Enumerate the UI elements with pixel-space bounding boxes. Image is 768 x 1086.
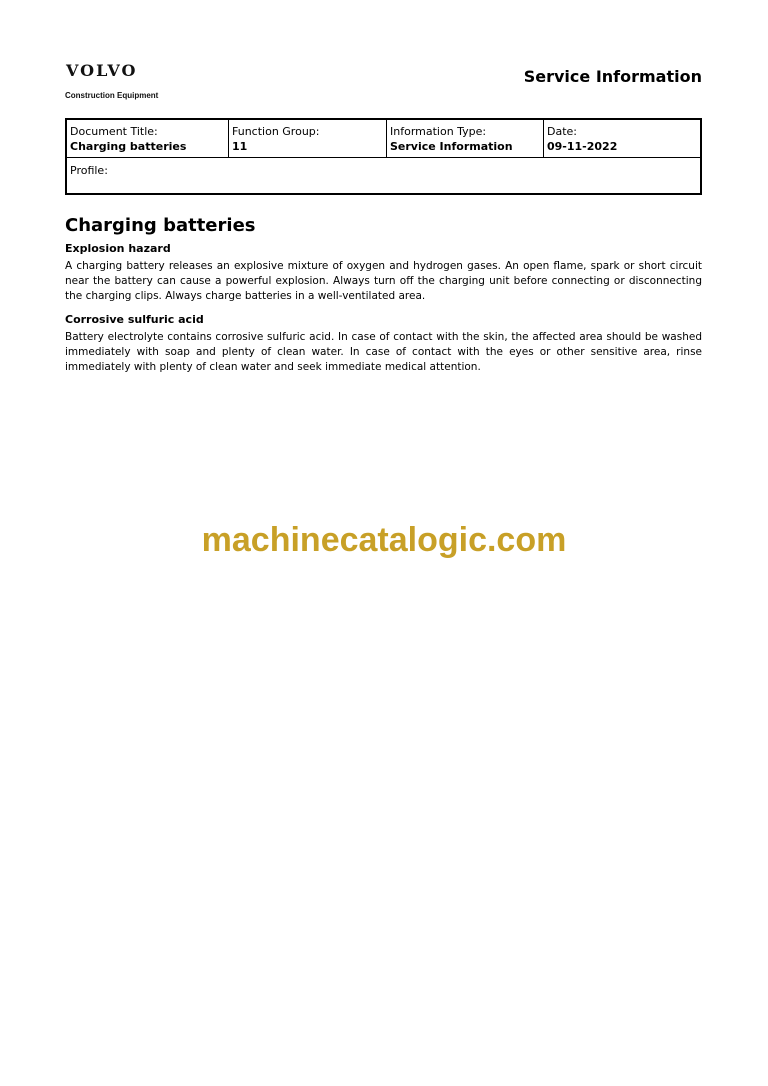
page-title: Charging batteries xyxy=(65,215,256,236)
document-meta-table xyxy=(65,118,702,195)
document-title-label: Document Title: xyxy=(70,125,158,138)
document-kind-heading: Service Information xyxy=(523,67,702,86)
date-value: 09-11-2022 xyxy=(547,140,618,153)
function-group-label: Function Group: xyxy=(232,125,320,138)
brand-wordmark: VOLVO xyxy=(66,61,138,80)
meta-cell-date xyxy=(543,120,700,157)
information-type-label: Information Type: xyxy=(390,125,487,138)
section-heading-corrosive-acid: Corrosive sulfuric acid xyxy=(65,313,204,326)
brand-subtitle: Construction Equipment xyxy=(65,91,159,100)
function-group-value: 11 xyxy=(232,140,248,153)
meta-cell-function-group xyxy=(228,120,386,157)
section-heading-explosion-hazard: Explosion hazard xyxy=(65,242,171,255)
document-title-value: Charging batteries xyxy=(70,140,187,153)
date-label: Date: xyxy=(547,125,577,138)
meta-cell-document-title xyxy=(67,120,228,157)
section-text-explosion-hazard: A charging battery releases an explosive mixture of oxygen and hydrogen gases. An open flame, spark or short circuit near the battery can cause a powerful explosion. Always turn off the charging unit before connecting or disconnecting the charging clips. Always charge batteries in a well-ventilated area. xyxy=(65,260,702,302)
information-type-value: Service Information xyxy=(390,140,513,153)
meta-cell-information-type xyxy=(386,120,543,157)
watermark-text: machinecatalogic.com xyxy=(201,521,567,559)
section-text-corrosive-acid: Battery electrolyte contains corrosive sulfuric acid. In case of contact with the skin, the affected area should be washed immediately with soap and plenty of clean water. In case of contact with the eyes or other sensitive area, rinse immediately with plenty of clean water and seek immediate medical attention. xyxy=(65,331,702,373)
profile-label: Profile: xyxy=(70,164,108,177)
meta-row xyxy=(67,120,700,158)
